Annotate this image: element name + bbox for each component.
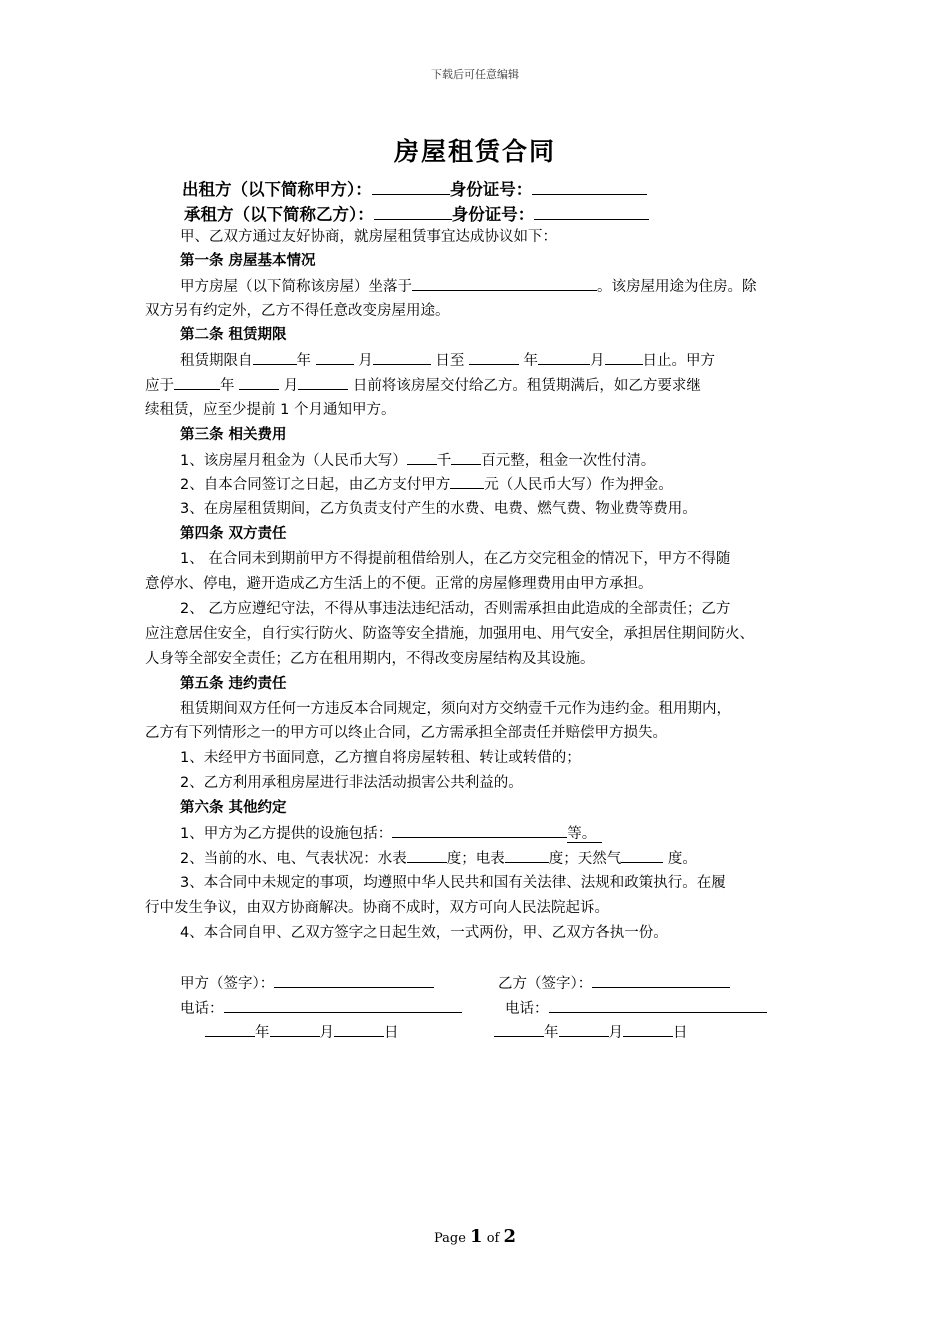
deliver-end-text: 日前将该房屋交付给乙方。租赁期满后，如乙方要求继 — [352, 378, 701, 394]
article-1-heading: 第一条 房屋基本情况 — [180, 253, 316, 269]
article-5-line-3: 1、未经甲方书面同意，乙方擅自将房屋转租、转让或转借的； — [180, 750, 581, 766]
electric-meter-label: 度；电表 — [446, 851, 505, 867]
facilities-end-text: 等。 — [567, 826, 602, 843]
deliver-label: 应于 — [145, 378, 174, 394]
rent-label: 1、该房屋月租金为（人民币大写） — [180, 453, 407, 469]
party-a-sign-blank[interactable] — [274, 973, 434, 988]
end-day-blank[interactable] — [605, 350, 643, 365]
article-1-text-b: 。该房屋用途为住房。除 — [597, 279, 757, 295]
water-meter-label: 2、当前的水、电、气表状况：水表 — [180, 851, 407, 867]
article-4-line-5: 人身等全部安全责任；乙方在租用期内，不得改变房屋结构及其设施。 — [145, 651, 595, 667]
rent-thousands-blank[interactable] — [407, 450, 437, 465]
header-note: 下载后可任意编辑 — [431, 68, 519, 81]
month-label: 月 — [319, 1025, 334, 1041]
lessor-id-label: 身份证号： — [449, 180, 533, 199]
page-title: 房屋租赁合同 — [393, 137, 556, 166]
lessee-label: 承租方（以下简称乙方）： — [184, 205, 374, 224]
party-a-year-blank[interactable] — [205, 1022, 255, 1037]
deliver-month-blank[interactable] — [239, 375, 279, 390]
party-b-phone-label: 电话： — [505, 1001, 549, 1017]
of-word: of — [486, 1231, 500, 1246]
article-1-line-1 — [180, 276, 757, 297]
year-label: 年 — [544, 1025, 559, 1041]
article-4-line-4: 应注意居住安全，自行实行防火、防盗等安全措施，加强用电、用气安全，承担居住期间防火、 — [145, 626, 754, 642]
article-4-line-3: 2、 乙方应遵纪守法，不得从事违法违纪活动，否则需承担由此造成的全部责任；乙方 — [180, 601, 731, 617]
start-day-blank[interactable] — [373, 350, 431, 365]
year-label: 年 — [523, 353, 539, 369]
article-5-heading: 第五条 违约责任 — [180, 676, 287, 692]
article-4-heading: 第四条 双方责任 — [180, 526, 287, 542]
party-a-phone-blank[interactable] — [224, 998, 462, 1013]
lessor-id-blank[interactable] — [532, 179, 647, 195]
page-number — [0, 1226, 950, 1247]
intro-text: 甲、乙双方通过友好协商，就房屋租赁事宜达成协议如下： — [180, 229, 557, 245]
party-a-phone-label: 电话： — [180, 1001, 224, 1017]
day-label: 日 — [673, 1025, 688, 1041]
lessee-name-blank[interactable] — [374, 204, 452, 220]
party-b-sign-blank[interactable] — [592, 973, 730, 988]
article-5-line-2: 乙方有下列情形之一的甲方可以终止合同，乙方需承担全部责任并赔偿甲方损失。 — [145, 725, 667, 741]
end-month-blank[interactable] — [538, 350, 590, 365]
rent-hundreds-blank[interactable] — [451, 450, 481, 465]
article-3-item-1 — [180, 450, 655, 471]
party-a-day-blank[interactable] — [334, 1022, 384, 1037]
lessee-line — [184, 201, 649, 225]
party-b-signature — [498, 973, 730, 994]
article-6-item-3-line-2: 行中发生争议，由双方协商解决。协商不成时，双方可向人民法院起诉。 — [145, 900, 609, 916]
month-label: 月 — [590, 353, 605, 369]
party-b-date — [494, 1022, 688, 1043]
address-blank[interactable] — [412, 276, 597, 291]
article-3-heading: 第三条 相关费用 — [180, 427, 287, 443]
article-6-item-4: 4、本合同自甲、乙双方签字之日起生效，一式两份，甲、乙双方各执一份。 — [180, 925, 668, 941]
day-to-label: 日至 — [435, 353, 465, 369]
year-label: 年 — [220, 378, 235, 394]
month-label: 月 — [283, 378, 299, 394]
article-2-line-2 — [145, 375, 701, 396]
article-5-line-1: 租赁期间双方任何一方违反本合同规定，须向对方交纳壹千元作为违约金。租用期内， — [180, 701, 731, 717]
party-a-date — [205, 1022, 399, 1043]
party-a-sign-label: 甲方（签字）： — [180, 976, 275, 992]
year-label: 年 — [296, 353, 311, 369]
month-label: 月 — [608, 1025, 623, 1041]
party-a-phone — [180, 998, 462, 1019]
article-6-item-1 — [180, 823, 602, 844]
party-a-signature — [180, 973, 434, 994]
facilities-label: 1、甲方为乙方提供的设施包括： — [180, 826, 393, 842]
end-year-blank[interactable] — [469, 350, 519, 365]
article-2-line-1 — [180, 350, 715, 371]
deliver-day-blank[interactable] — [298, 375, 348, 390]
lessee-id-label: 身份证号： — [451, 205, 535, 224]
party-b-phone — [505, 998, 767, 1019]
year-label: 年 — [255, 1025, 270, 1041]
article-6-heading: 第六条 其他约定 — [180, 800, 287, 816]
lessor-name-blank[interactable] — [372, 179, 450, 195]
article-2-heading: 第二条 租赁期限 — [180, 327, 287, 343]
total-pages: 2 — [503, 1226, 517, 1247]
article-6-item-2 — [180, 848, 697, 869]
gas-meter-label: 度；天然气 — [548, 851, 622, 867]
start-month-blank[interactable] — [316, 350, 354, 365]
party-b-day-blank[interactable] — [623, 1022, 673, 1037]
current-page: 1 — [470, 1226, 483, 1247]
start-year-blank[interactable] — [253, 350, 297, 365]
thousand-label: 千 — [436, 453, 452, 469]
party-b-month-blank[interactable] — [559, 1022, 609, 1037]
lessor-label: 出租方（以下简称甲方）： — [182, 180, 372, 199]
article-1-line-2: 双方另有约定外，乙方不得任意改变房屋用途。 — [145, 303, 450, 319]
rent-end-text: 百元整，租金一次性付清。 — [481, 453, 656, 469]
deposit-blank[interactable] — [450, 474, 484, 489]
facilities-blank[interactable] — [392, 823, 567, 838]
article-1-text-a: 甲方房屋（以下简称该房屋）坐落于 — [180, 279, 412, 295]
electric-meter-blank[interactable] — [505, 848, 549, 863]
deposit-end-text: 元（人民币大写）作为押金。 — [484, 477, 673, 493]
deliver-year-blank[interactable] — [174, 375, 220, 390]
article-4-line-2: 意停水、停电，避开造成乙方生活上的不便。正常的房屋修理费用由甲方承担。 — [145, 576, 653, 592]
deposit-label: 2、自本合同签订之日起，由乙方支付甲方 — [180, 477, 451, 493]
article-5-line-4: 2、乙方利用承租房屋进行非法活动损害公共利益的。 — [180, 775, 523, 791]
party-b-year-blank[interactable] — [494, 1022, 544, 1037]
water-meter-blank[interactable] — [407, 848, 447, 863]
day-end-label: 日止。甲方 — [642, 353, 716, 369]
page-word: Page — [433, 1231, 466, 1246]
lease-from-label: 租赁期限自 — [180, 353, 253, 369]
gas-meter-blank[interactable] — [621, 848, 663, 863]
lessee-id-blank[interactable] — [534, 204, 649, 220]
article-6-item-3-line-1: 3、本合同中未规定的事项，均遵照中华人民共和国有关法律、法规和政策执行。在履 — [180, 875, 726, 891]
party-b-sign-label: 乙方（签字）： — [498, 976, 593, 992]
article-4-line-1: 1、 在合同未到期前甲方不得提前租借给别人，在乙方交完租金的情况下，甲方不得随 — [180, 551, 731, 567]
article-2-line-3: 续租赁，应至少提前 1 个月通知甲方。 — [145, 402, 396, 418]
article-3-item-2 — [180, 474, 673, 495]
month-label: 月 — [358, 353, 373, 369]
party-a-month-blank[interactable] — [270, 1022, 320, 1037]
day-label: 日 — [384, 1025, 399, 1041]
article-3-item-3: 3、在房屋租赁期间，乙方负责支付产生的水费、电费、燃气费、物业费等费用。 — [180, 501, 697, 517]
lessor-line — [182, 176, 647, 200]
gas-unit-label: 度。 — [663, 851, 697, 867]
party-b-phone-blank[interactable] — [549, 998, 767, 1013]
